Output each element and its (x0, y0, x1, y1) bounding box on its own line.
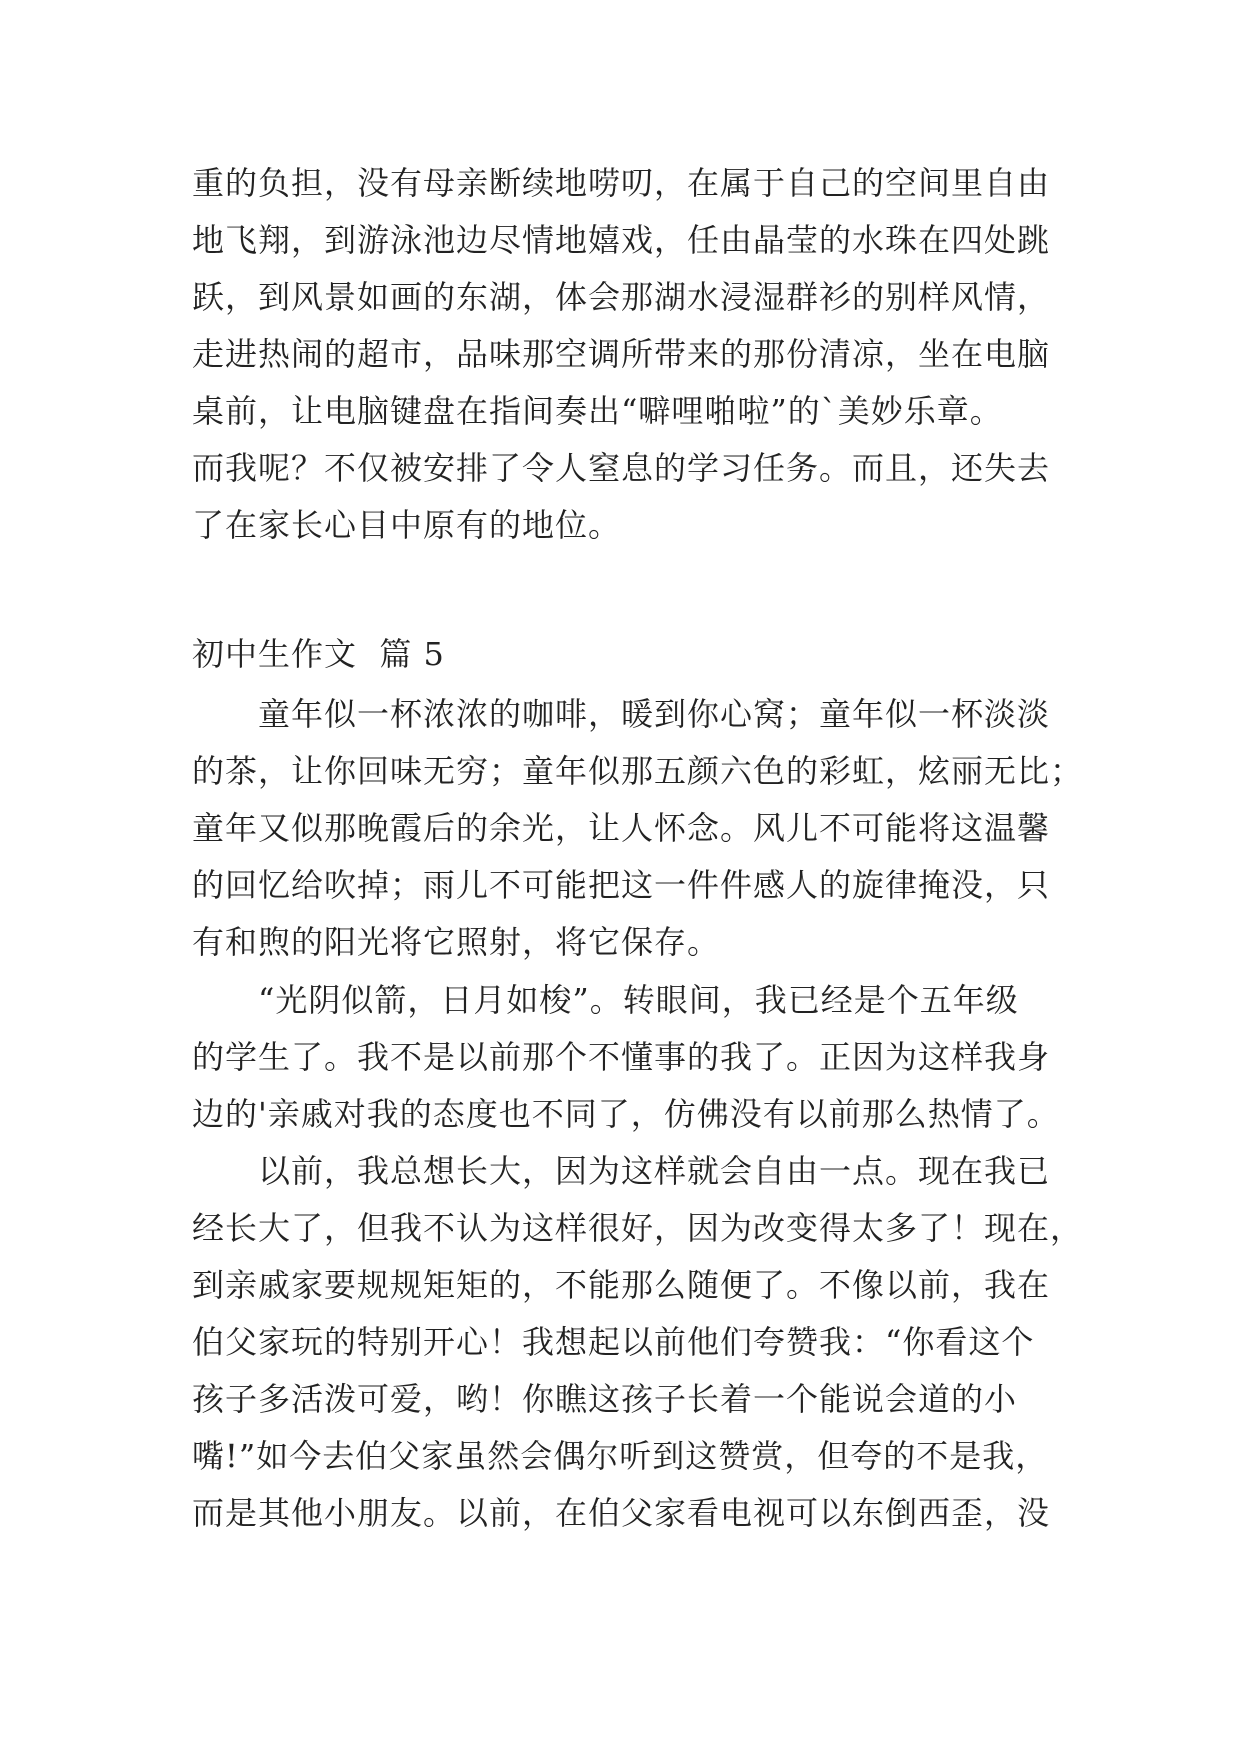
text-line: 走进热闹的超市，品味那空调所带来的那份清凉，坐在电脑 (192, 335, 1051, 373)
paragraph-1 (192, 686, 1082, 971)
text-line: “光阴似箭，日月如梭”。转眼间，我已经是个五年级 (258, 981, 1019, 1019)
text-line: 了在家长心目中原有的地位。 (192, 506, 622, 544)
text-line: 的回忆给吹掉；雨儿不可能把这一件件感人的旋律掩没，只 (192, 866, 1051, 904)
section-heading: 初中生作文 篇 5 (192, 635, 445, 673)
text-line: 重的负担，没有母亲断续地唠叨，在属于自己的空间里自由 (192, 164, 1051, 202)
text-line: 到亲戚家要规规矩矩的，不能那么随便了。不像以前，我在 (192, 1266, 1051, 1304)
text-line: 童年似一杯浓浓的咖啡，暖到你心窝；童年似一杯淡淡 (258, 695, 1051, 733)
text-line: 童年又似那晚霞后的余光，让人怀念。风儿不可能将这温馨 (192, 809, 1051, 847)
section-heading-block (192, 626, 1082, 683)
text-line: 地飞翔，到游泳池边尽情地嬉戏，任由晶莹的水珠在四处跳 (192, 221, 1051, 259)
text-line: 经长大了，但我不认为这样很好，因为改变得太多了！现在， (192, 1209, 1084, 1247)
text-line: 跃，到风景如画的东湖，体会那湖水浸湿群衫的别样风情， (192, 278, 1051, 316)
paragraph-2 (192, 972, 1082, 1143)
text-line: 孩子多活泼可爱，哟！你瞧这孩子长着一个能说会道的小 (192, 1380, 1018, 1418)
paragraph-3 (192, 1143, 1082, 1542)
text-line: 桌前，让电脑键盘在指间奏出“噼哩啪啦”的`美妙乐章。 (192, 392, 1003, 430)
text-line: 而我呢？不仅被安排了令人窒息的学习任务。而且，还失去 (192, 449, 1051, 487)
text-line: 以前，我总想长大，因为这样就会自由一点。现在我已 (258, 1152, 1051, 1190)
text-line: 的学生了。我不是以前那个不懂事的我了。正因为这样我身 (192, 1038, 1051, 1076)
text-line: 有和煦的阳光将它照射，将它保存。 (192, 923, 721, 961)
text-line: 而是其他小朋友。以前，在伯父家看电视可以东倒西歪，没 (192, 1494, 1051, 1532)
continuation-paragraph (192, 155, 1082, 554)
text-line: 嘴!”如今去伯父家虽然会偶尔听到这赞赏，但夸的不是我， (192, 1437, 1049, 1475)
text-line: 伯父家玩的特别开心！我想起以前他们夸赞我：“你看这个 (192, 1323, 1035, 1361)
text-line: 边的'亲戚对我的态度也不同了，仿佛没有以前那么热情了。 (192, 1095, 1060, 1133)
text-line: 的茶，让你回味无穷；童年似那五颜六色的彩虹，炫丽无比； (192, 752, 1084, 790)
